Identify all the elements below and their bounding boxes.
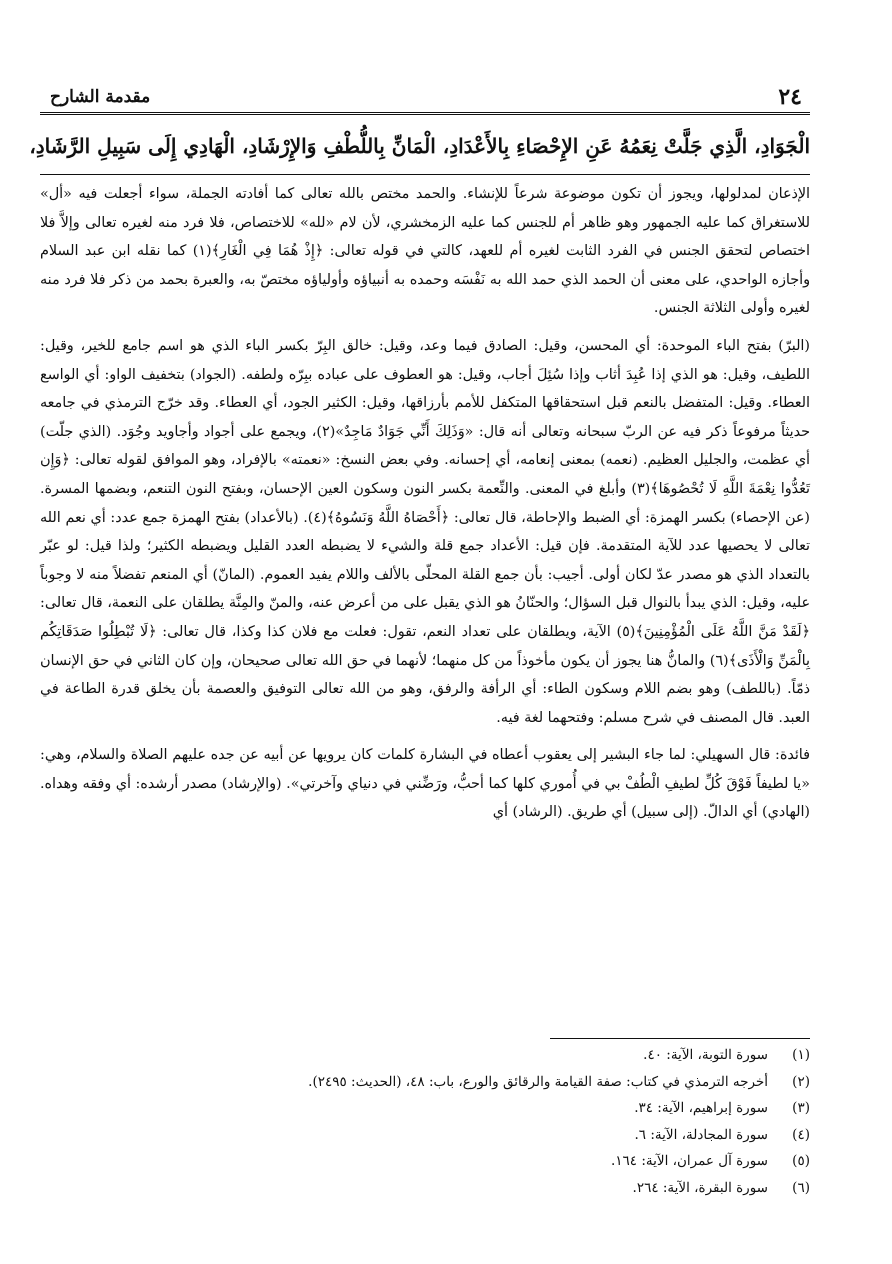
footnote-text: سورة التوبة، الآية: ٤٠. bbox=[643, 1047, 768, 1063]
page-header bbox=[40, 82, 810, 115]
footnote-number: (٣) bbox=[792, 1100, 810, 1116]
footnote bbox=[40, 1095, 810, 1122]
page-number: ٢٤ bbox=[778, 84, 802, 110]
footnote bbox=[40, 1122, 810, 1149]
footnote bbox=[40, 1069, 810, 1096]
footnote bbox=[40, 1042, 810, 1069]
paragraph: (البرّ) بفتح الباء الموحدة: أي المحسن، وقيل: الصادق فيما وعد، وقيل: خالق البِرّ بكسر الباء الذي هو اسم جامع للخير، وقيل: اللطيف، وقيل: هو الذي إذا عُبِدَ أثاب وإذا سُئِلَ أجاب، وقيل: هو العطوف على عباده ببِرّه ولطفه. (الجواد) بتخفيف الواو: أي الواسع العطاء. وقيل: المتفضل بالنعم قبل استحقاقها المتكفل للأمم بأرزاقها، وقيل: الكثير الجود، أي العطاء. وقد خرّج الترمذي في جامعه حديثاً مرفوعاً ذكر فيه عن الربّ سبحانه وتعالى أنه قال: «وَذَلِكَ أَنِّي جَوَادٌ مَاجِدٌ»(٢)، ويجمع على أجواد وأجاويد وجُوَد. (الذي جلّت) أي عظمت، والجليل العظيم. (نعمه) بمعنى إنعامه، أي إحسانه. وفي بعض النسخ: «نعمته» بالإفراد، وهو الموافق لقوله تعالى: ﴿وَإِن تَعُدُّوا نِعْمَةَ اللَّهِ لَا تُحْصُوهَا﴾(٣) وأبلغ في المعنى. والنِّعمة بكسر النون وسكون العين الإحسان، وبفتح النون التنعم، وبضمها المسرة. (عن الإحصاء) بكسر الهمزة: أي الضبط والإحاطة، قال تعالى: ﴿أَحْصَاهُ اللَّهُ وَنَسُوهُ﴾(٤). (بالأعداد) بفتح الهمزة جمع عدد: أي نعم الله تعالى لا يحصيها عدد للآية المتقدمة. فإن قيل: الأعداد جمع قلة والشيء لا يضبطه العدد القليل ويضبطه الكثير؛ ولذا قيل: لو عبّر بالتعداد الذي هو مصدر عدّ لكان أولى. أجيب: بأن جمع القلة المحلّى بالألف واللام يفيد العموم. (المانّ) أي المنعم تفضلاً منه لا وجوباً عليه، وقيل: الذي يبدأ بالنوال قبل السؤال؛ والحنّانُ هو الذي يقبل على من أعرض عنه، والمنّ والمِنَّة يطلقان على النعمة، قال تعالى: ﴿لَقَدْ مَنَّ اللَّهُ عَلَى الْمُؤْمِنِينَ﴾(٥) الآية، ويطلقان على تعداد النعم، تقول: فعلت مع فلان كذا وكذا، قال تعالى: ﴿لَا تُبْطِلُوا صَدَقَاتِكُم بِالْمَنِّ وَالْأَذَى﴾(٦) والمانُّ هنا يجوز أن يكون مأخوذاً من كل منهما؛ لأنهما في حق الله تعالى صحيحان، وإن كان الثاني في حق الإنسان ذمّاً. (باللطف) وهو بضم اللام وسكون الطاء: أي الرأفة والرفق، وهو من الله تعالى التوفيق والعصمة بأن يخلق قدرة الطاعة في العبد. قال المصنف في شرح مسلم: وفتحهما لغة فيه. bbox=[40, 337, 811, 726]
footnote-number: (١) bbox=[792, 1047, 810, 1063]
paragraph: الإذعان لمدلولها، ويجوز أن تكون موضوعة شرعاً للإنشاء. والحمد مختص بالله تعالى كما أفادته الجملة، سواء أجعلت فيه «أل» للاستغراق كما عليه الجمهور وهو ظاهر أم للجنس كما عليه الزمخشري، لأن لام «لله» للاختصاص، فلا فرد منه لغيره تعالى وإلاَّ فلا اختصاص لتحقق الجنس في الفرد الثابت لغيره أم للعهد، كالتي في قوله تعالى: ﴿إِذْ هُمَا فِي الْغَارِ﴾(١) كما نقله ابن عبد السلام وأجازه الواحدي، على معنى أن الحمد الذي حمد الله به نَفْسَه وحمده به أنبياؤه وأولياؤه مختصّ به، والعبرة بحمد من ذكر فلا فرد منه لغيره وأولى الثلاثة الجنس. bbox=[40, 186, 810, 317]
matn-text: الْجَوَادِ، الَّذِي جَلَّتْ نِعَمُهُ عَنِ الإِحْصَاءِ بِالأَعْدَادِ، الْمَانِّ بِاللُّطْفِ وَالإِرْشَادِ، الْهَادِي إِلَى سَبِيلِ الرَّشَادِ، bbox=[40, 118, 810, 175]
footnote-number: (٤) bbox=[792, 1126, 810, 1143]
running-title: مقدمة الشارح bbox=[50, 87, 151, 107]
paragraph: فائدة: قال السهيلي: لما جاء البشير إلى يعقوب أعطاه في البشارة كلمات كان يرويها عن أبيه عن جده عليهم الصلاة والسلام، وهي: «يا لطيفاً فَوْقَ كُلِّ لطيفِ الْطُفْ بي في أُموري كلها كما أحبُّ، ورَضِّني في دنياي وآخرتي». (والإرشاد) مصدر أرشده: أي وفقه وهداه. (الهادي) أي الدالّ. (إلى سبيل) أي طريق. (الرشاد) أي bbox=[40, 747, 810, 821]
commentary-body bbox=[40, 180, 810, 836]
footnote bbox=[40, 1148, 810, 1175]
footnote-text: أخرجه الترمذي في كتاب: صفة القيامة والرقائق والورع، باب: ٤٨، (الحديث: ٢٤٩٥). bbox=[308, 1073, 768, 1090]
footnote-number: (٥) bbox=[792, 1153, 810, 1169]
footnote-number: (٢) bbox=[792, 1073, 810, 1090]
footnote bbox=[40, 1175, 810, 1202]
footnote-divider bbox=[550, 1038, 810, 1039]
footnote-text: سورة إبراهيم، الآية: ٣٤. bbox=[634, 1100, 768, 1116]
footnote-text: سورة آل عمران، الآية: ١٦٤. bbox=[611, 1153, 768, 1169]
footnote-text: سورة البقرة، الآية: ٢٦٤. bbox=[632, 1179, 768, 1196]
footnotes bbox=[40, 1042, 810, 1201]
footnote-text: سورة المجادلة، الآية: ٦. bbox=[634, 1126, 768, 1143]
footnote-number: (٦) bbox=[792, 1179, 810, 1196]
